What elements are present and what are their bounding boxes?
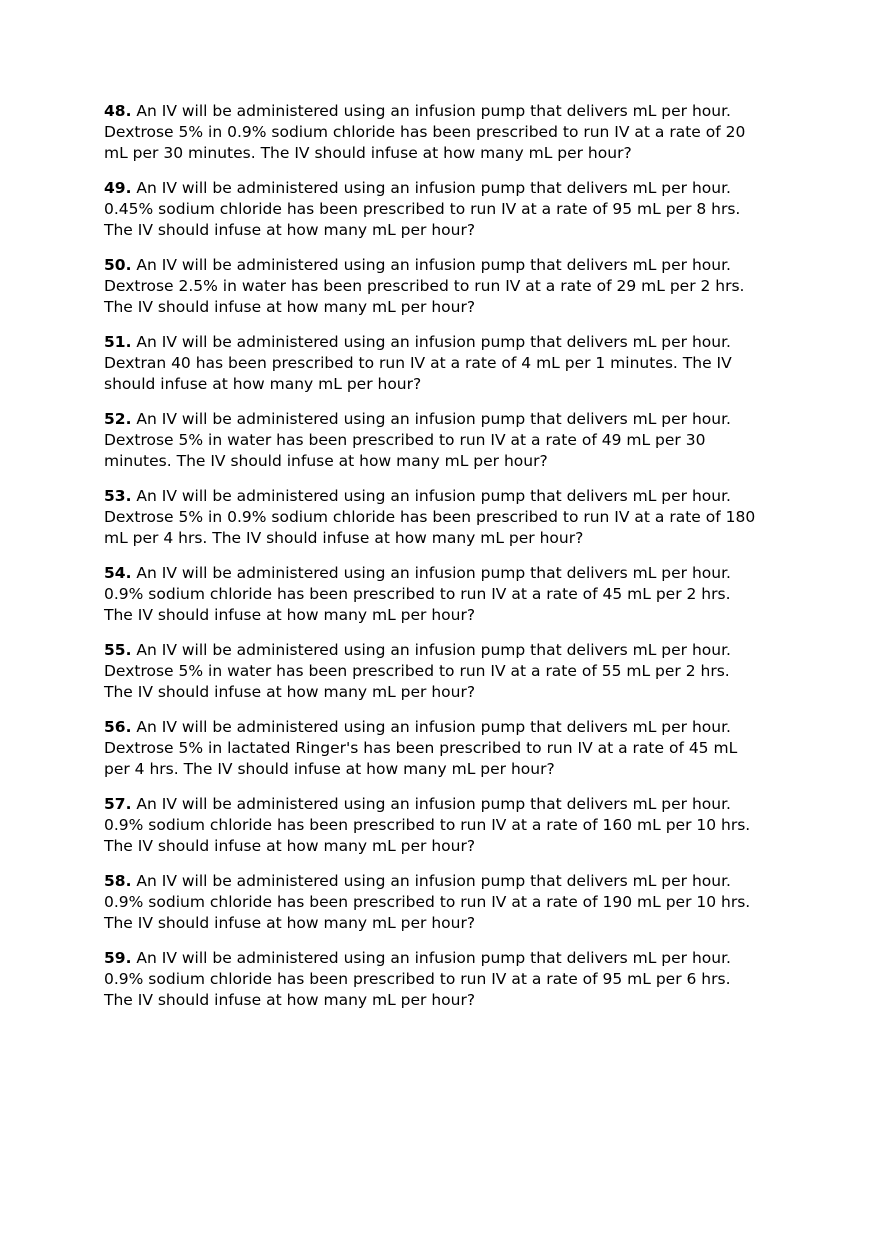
question-number: 52. bbox=[104, 410, 132, 428]
question-text: An IV will be administered using an infusion pump that delivers mL per hour. Dextrose 5% in water has been prescribed to run IV at a rate of 55 mL per 2 hrs. The IV should infuse at how many mL per hour? bbox=[104, 641, 731, 701]
question-number: 57. bbox=[104, 795, 132, 813]
question-text: An IV will be administered using an infusion pump that delivers mL per hour. 0.9% sodium chloride has been prescribed to run IV at a rate of 45 mL per 2 hrs. The IV should infuse at how many mL per hour? bbox=[104, 564, 731, 624]
question-number: 53. bbox=[104, 487, 132, 505]
question-58 bbox=[104, 871, 784, 934]
question-53 bbox=[104, 486, 784, 549]
question-number: 51. bbox=[104, 333, 132, 351]
question-number: 55. bbox=[104, 641, 132, 659]
question-text: An IV will be administered using an infusion pump that delivers mL per hour. Dextrose 5% in 0.9% sodium chloride has been prescribed to run IV at a rate of 20 mL per 30 minutes. The IV should infuse at how many mL per hour? bbox=[104, 102, 746, 162]
question-text: An IV will be administered using an infusion pump that delivers mL per hour. Dextrose 2.5% in water has been prescribed to run IV at a rate of 29 mL per 2 hrs. The IV should infuse at how many mL per hour? bbox=[104, 256, 745, 316]
question-text: An IV will be administered using an infusion pump that delivers mL per hour. Dextran 40 has been prescribed to run IV at a rate of 4 mL per 1 minutes. The IV should infuse at how many mL per hour? bbox=[104, 333, 732, 393]
question-text: An IV will be administered using an infusion pump that delivers mL per hour. 0.45% sodium chloride has been prescribed to run IV at a rate of 95 mL per 8 hrs. The IV should infuse at how many mL per hour? bbox=[104, 179, 741, 239]
question-text: An IV will be administered using an infusion pump that delivers mL per hour. Dextrose 5% in 0.9% sodium chloride has been prescribed to run IV at a rate of 180 mL per 4 hrs. The IV should infuse at how many mL per hour? bbox=[104, 487, 756, 547]
question-text: An IV will be administered using an infusion pump that delivers mL per hour. 0.9% sodium chloride has been prescribed to run IV at a rate of 190 mL per 10 hrs. The IV should infuse at how many mL per hour? bbox=[104, 872, 751, 932]
question-number: 58. bbox=[104, 872, 132, 890]
question-number: 54. bbox=[104, 564, 132, 582]
question-text: An IV will be administered using an infusion pump that delivers mL per hour. 0.9% sodium chloride has been prescribed to run IV at a rate of 95 mL per 6 hrs. The IV should infuse at how many mL per hour? bbox=[104, 949, 731, 1009]
question-54 bbox=[104, 563, 784, 626]
question-49 bbox=[104, 178, 784, 241]
question-48 bbox=[104, 101, 784, 164]
question-57 bbox=[104, 794, 784, 857]
question-52 bbox=[104, 409, 784, 472]
question-number: 49. bbox=[104, 179, 132, 197]
question-51 bbox=[104, 332, 784, 395]
question-text: An IV will be administered using an infusion pump that delivers mL per hour. 0.9% sodium chloride has been prescribed to run IV at a rate of 160 mL per 10 hrs. The IV should infuse at how many mL per hour? bbox=[104, 795, 751, 855]
question-number: 59. bbox=[104, 949, 132, 967]
question-number: 56. bbox=[104, 718, 132, 736]
question-number: 48. bbox=[104, 102, 132, 120]
question-50 bbox=[104, 255, 784, 318]
question-text: An IV will be administered using an infusion pump that delivers mL per hour. Dextrose 5% in water has been prescribed to run IV at a rate of 49 mL per 30 minutes. The IV should infuse at how many mL per hour? bbox=[104, 410, 731, 470]
question-59 bbox=[104, 948, 784, 1011]
question-56 bbox=[104, 717, 784, 780]
document-page bbox=[104, 101, 784, 1025]
question-55 bbox=[104, 640, 784, 703]
question-number: 50. bbox=[104, 256, 132, 274]
question-text: An IV will be administered using an infusion pump that delivers mL per hour. Dextrose 5% in lactated Ringer's has been prescribed to run IV at a rate of 45 mL per 4 hrs. The IV should infuse at how many mL per hour? bbox=[104, 718, 738, 778]
